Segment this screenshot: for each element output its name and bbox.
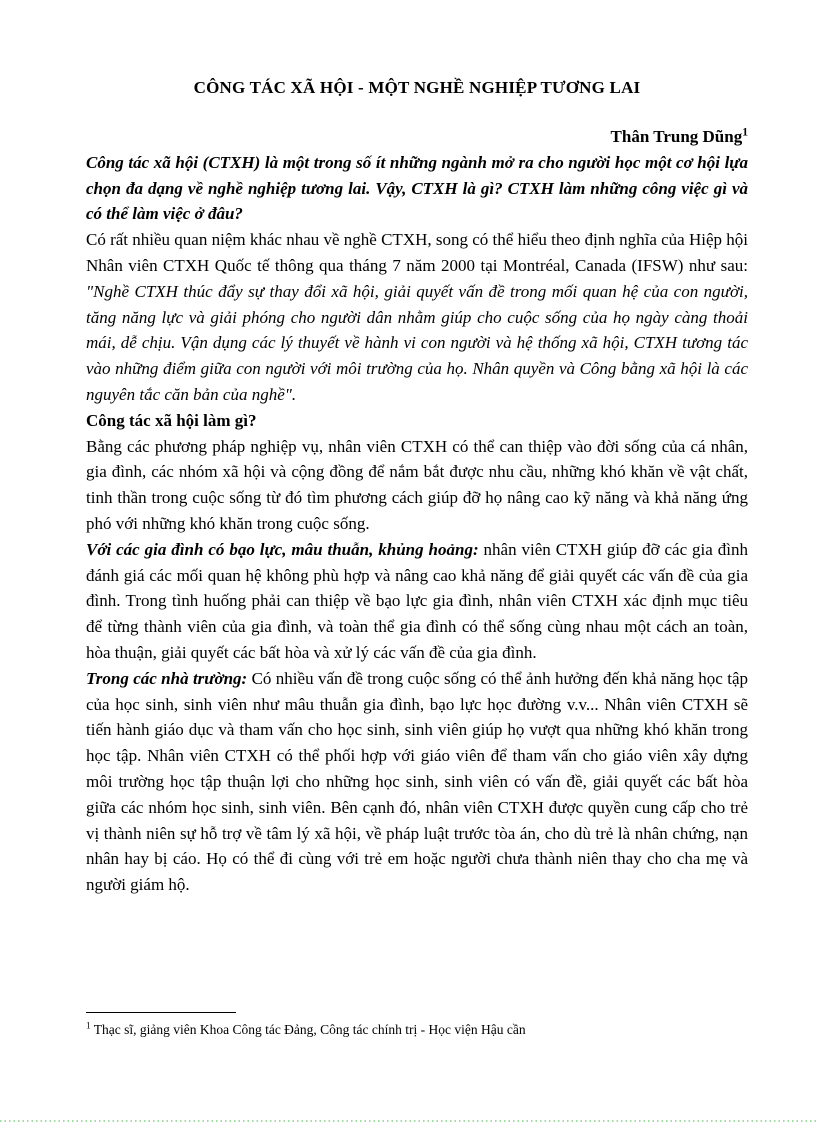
text-run: Có nhiều vấn đề trong cuộc sống có thể ảnh hưởng đến khả năng học tập của học sinh, sinh viên như mâu thuẫn gia đình, bạo lực học đường v.v... Nhân viên CTXH sẽ tiến hành giáo dục và tham vấn cho học sinh, sinh viên giúp họ vượt qua những khó khăn trong học tập. Nhân viên CTXH có thể phối hợp với giáo viên để tham vấn cho giáo viên xây dựng môi trường học tập thuận lợi cho những học sinh, sinh viên có vấn đề, giải quyết các bất hòa giữa các nhóm học sinh, sinh viên. Bên cạnh đó, nhân viên CTXH được quyền cung cấp cho trẻ vị thành niên sự hỗ trợ về tâm lý xã hội, về pháp luật trước tòa án, cho dù trẻ là nhân chứng, nạn nhân hay bị cáo. Họ có thể đi cùng với trẻ em hoặc người chưa thành niên thay cho cha mẹ và người giám hộ. [86,668,748,895]
author-footnote-ref: 1 [742,125,748,139]
family-paragraph [86,537,748,666]
footnote-separator [86,1012,236,1013]
author-line [86,124,748,150]
paragraphs [86,150,748,898]
footnote-ref-marker: 1 [86,1020,91,1031]
school-paragraph [86,666,748,898]
footnote-text: Thạc sĩ, giảng viên Khoa Công tác Đảng, Công tác chính trị - Học viện Hậu cần [93,1022,526,1037]
text-run: Trong các nhà trường: [86,668,252,688]
author-name: Thân Trung Dũng [610,127,743,146]
text-run: "Nghề CTXH thúc đẩy sự thay đổi xã hội, giải quyết vấn đề trong mối quan hệ của con người, tăng năng lực và giải phóng cho người dân nhằm giúp cho cuộc sống của họ ngày càng thoải mái, dễ chịu. Vận dụng các lý thuyết về hành vi con người và hệ thống xã hội, CTXH tương tác vào những điểm giữa con người với môi trường của họ. Nhân quyền và Công bằng xã hội là các nguyên tắc căn bản của nghề". [86,281,748,404]
text-run: Công tác xã hội làm gì? [86,410,257,430]
document-content [86,0,748,898]
page-title: CÔNG TÁC XÃ HỘI - MỘT NGHỀ NGHIỆP TƯƠNG LAI [193,78,641,97]
intro-paragraph [86,150,748,227]
footnote-block [86,1012,748,1039]
definition-paragraph [86,227,748,408]
page-bottom-edge-marker [0,1120,816,1122]
text-run: nhân viên CTXH giúp đỡ các gia đình đánh giá các mối quan hệ không phù hợp và nâng cao khả năng để giải quyết các vấn đề của gia đình. Trong tình huống phải can thiệp về bạo lực gia đình, nhân viên CTXH xác định mục tiêu để từng thành viên của gia đình, và toàn thể gia đình có thể sống cùng nhau một cách an toàn, hòa thuận, giải quyết các bất hòa và xử lý các vấn đề của gia đình. [86,539,748,662]
text-run: Với các gia đình có bạo lực, mâu thuẫn, khủng hoảng: [86,539,484,559]
text-run: Có rất nhiều quan niệm khác nhau về nghề CTXH, song có thể hiểu theo định nghĩa của Hiệp hội Nhân viên CTXH Quốc tế thông qua tháng 7 năm 2000 tại Montréal, Canada (IFSW) như sau: [86,230,748,275]
section-heading [86,408,748,434]
text-run: Công tác xã hội (CTXH) là một trong số ít những ngành mở ra cho người học một cơ hội lựa chọn đa dạng về nghề nghiệp tương lai. Vậy, CTXH là gì? CTXH làm những công việc gì và có thể làm việc ở đâu? [86,152,748,224]
footnote [86,1020,748,1039]
methods-paragraph [86,434,748,537]
text-run: Bằng các phương pháp nghiệp vụ, nhân viên CTXH có thể can thiệp vào đời sống của cá nhân, gia đình, các nhóm xã hội và cộng đồng để nắm bắt được nhu cầu, những khó khăn về vật chất, tinh thần trong cuộc sống từ đó tìm phương cách giúp đỡ họ nâng cao kỹ năng và khả năng ứng phó với những khó khăn trong cuộc sống. [86,436,748,533]
